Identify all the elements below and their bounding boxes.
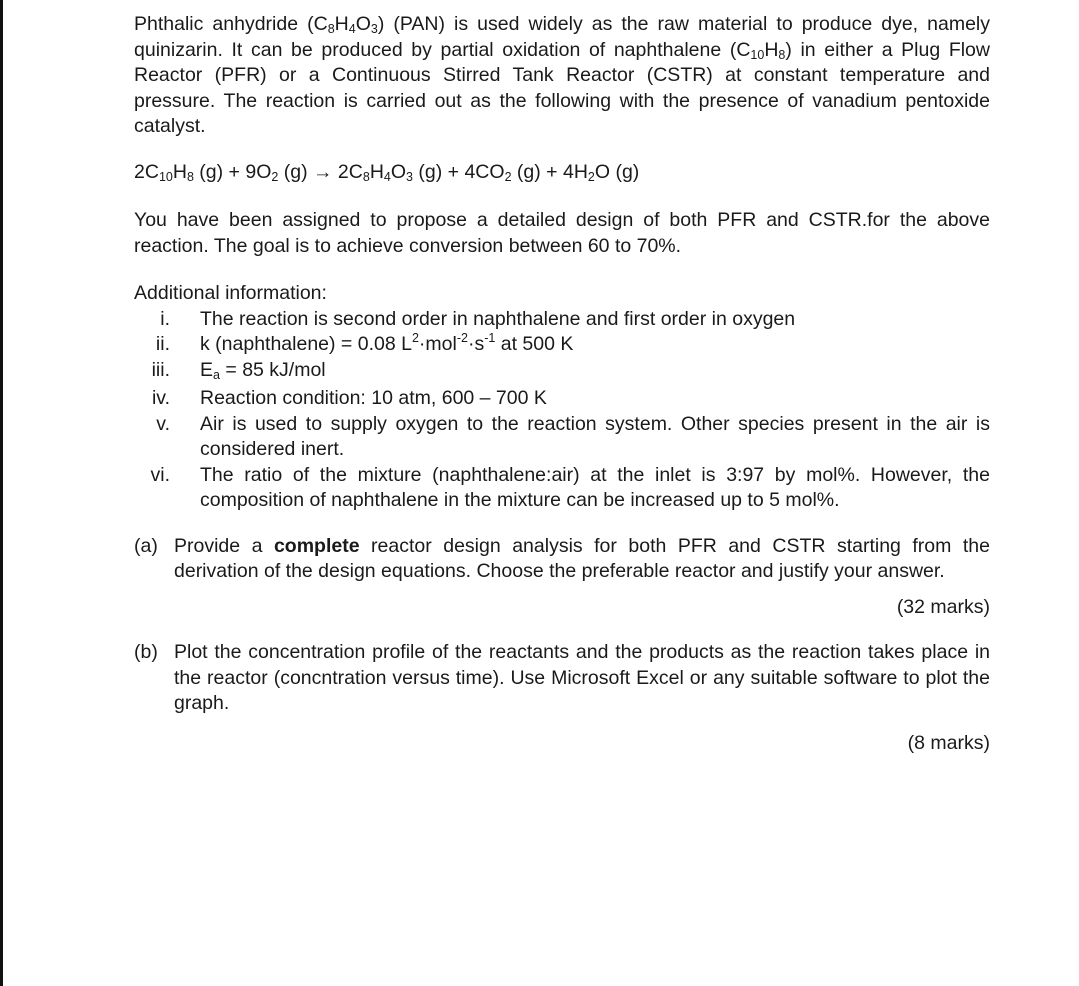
info-item-i <box>134 307 990 333</box>
question-text: Provide a complete reactor design analysis for both PFR and CSTR starting from the derivation of the design equations. Choose the preferable reactor and justify your answer. <box>174 534 990 582</box>
info-item-v <box>134 412 990 463</box>
additional-info-list <box>134 307 990 514</box>
info-item-vi <box>134 463 990 514</box>
item-text: k (naphthalene) = 0.08 $L^2\cdot mol^{-2}\cdot s^{-1}$ at 500 K <box>200 331 574 355</box>
item-numeral: iv. <box>151 387 170 409</box>
item-numeral: v. <box>156 412 170 435</box>
item-text: The ratio of the mixture (naphthalene:air) at the inlet is 3:97 by mol%. However, the composition of naphthalene in the mixture can be increased up to 5 mol%. <box>200 463 990 511</box>
item-numeral: vi. <box>150 463 170 486</box>
info-item-ii <box>134 332 990 358</box>
item-text: Air is used to supply oxygen to the reaction system. Other species present in the air is considered inert. <box>200 412 990 460</box>
left-border <box>0 0 3 986</box>
item-text: Reaction condition: 10 atm, 600 – 700 K <box>200 387 547 409</box>
question-a-marks: (32 marks) <box>896 595 990 618</box>
intro-paragraph: Phthalic anhydride $(C_8H_4O_3)$ (PAN) is used widely as the raw material to produce dye, namely quinizarin. It can be produced by partial oxidation of naphthalene $(C_{10}H_8)$ in either a Plug Flow Reactor (PFR) or a Continuous Stirred Tank Reactor (CSTR) at constant temperature and pressure. The reaction is carried out as the following with the presence of vanadium pentoxide catalyst. <box>134 13 990 137</box>
item-numeral: ii. <box>155 333 170 355</box>
item-text: The reaction is second order in naphthalene and first order in oxygen <box>200 307 796 330</box>
item-numeral: iii. <box>151 358 170 381</box>
question-a <box>134 534 990 585</box>
document-page <box>134 12 990 756</box>
info-item-iii <box>134 358 990 384</box>
info-item-iv <box>134 386 990 412</box>
question-b <box>134 640 990 717</box>
assignment-paragraph: You have been assigned to propose a detailed design of both PFR and CSTR.for the above reaction. The goal is to achieve conversion between 60 to 70%. <box>134 209 990 257</box>
question-text: Plot the concentration profile of the reactants and the products as the reaction takes place in the reactor (concntration versus time). Use Microsoft Excel or any suitable software to plot the graph. <box>174 641 990 714</box>
question-label: (b) <box>134 641 158 663</box>
item-text: $E_a = 85$ kJ/mol <box>200 358 326 382</box>
question-label: (a) <box>134 534 158 557</box>
additional-info-heading: Additional information: <box>134 282 327 304</box>
item-numeral: i. <box>160 307 170 330</box>
reaction-equation: $2C_{10}H_8$ $(g) + 9O_2$ $(g) \to 2C_8H_4O_3$ $(g) + 4CO_2$ $(g) + 4H_2O$ (g) <box>134 160 640 184</box>
question-b-marks: (8 marks) <box>907 731 990 754</box>
